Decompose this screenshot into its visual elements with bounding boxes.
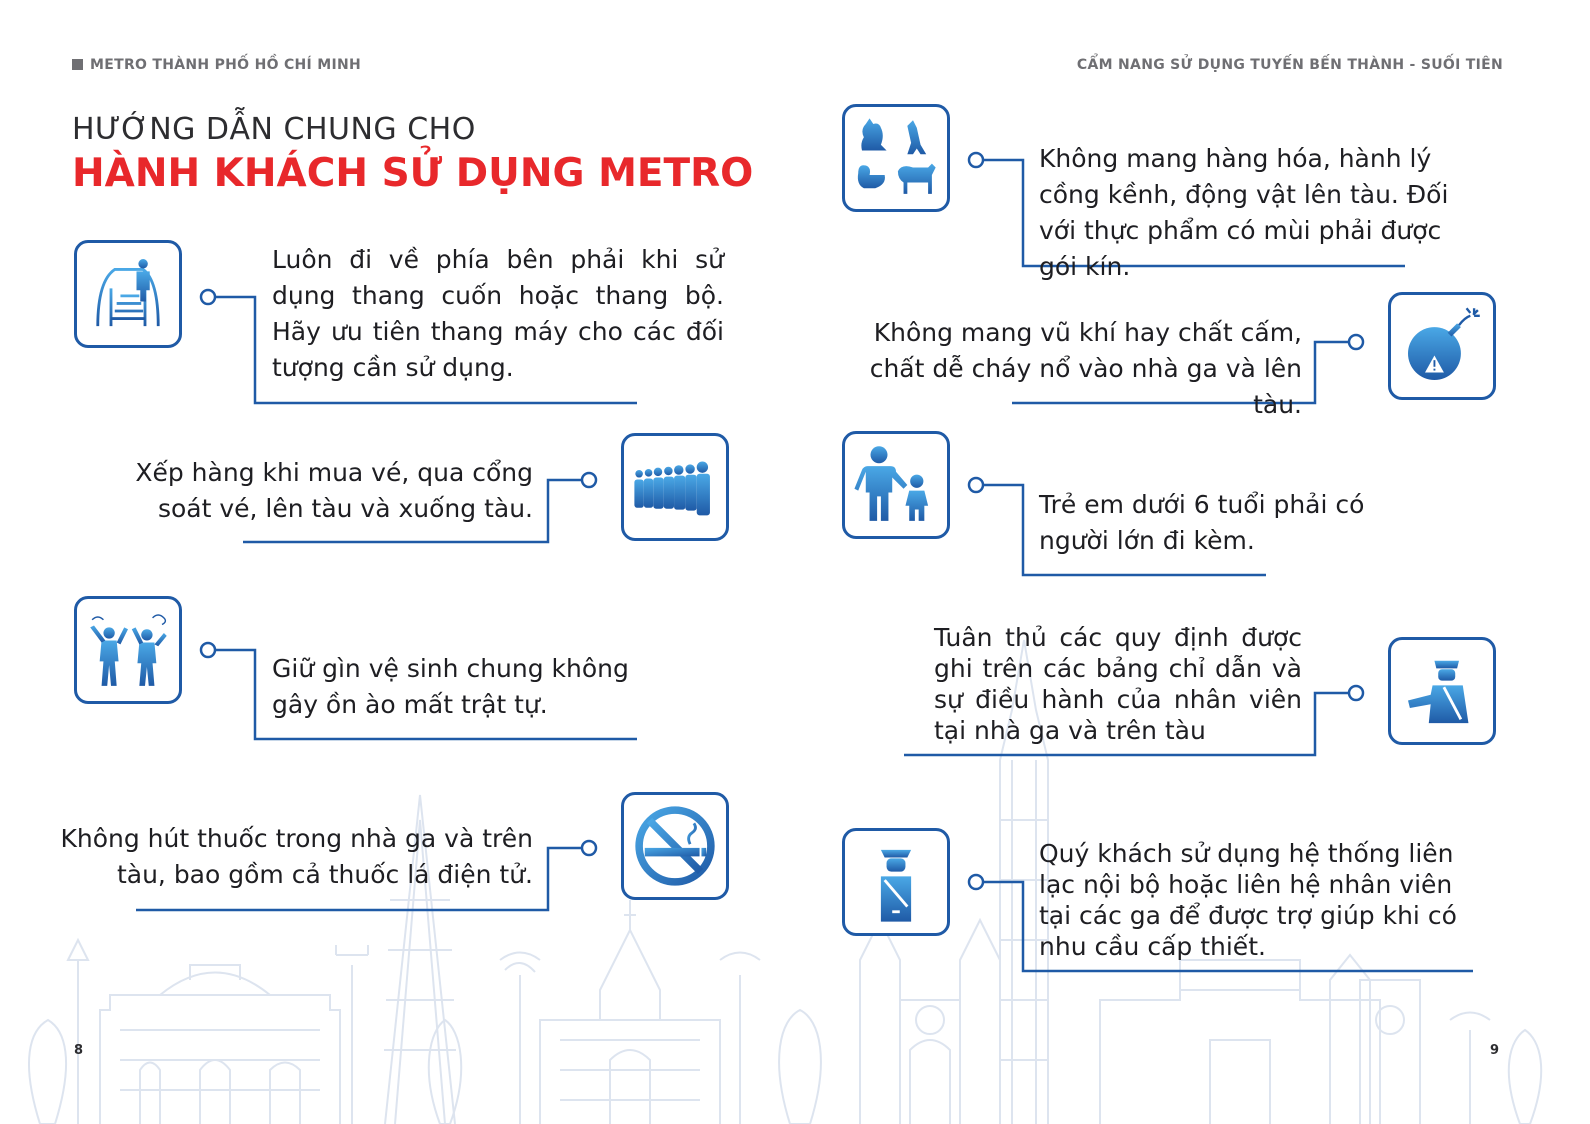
staff-directing-icon [1391, 640, 1493, 742]
title-line-1: HƯỚNG DẪN CHUNG CHO [72, 112, 476, 147]
arguing-people-icon-box [74, 596, 182, 704]
bomb-icon [1391, 295, 1493, 397]
title-line-2: HÀNH KHÁCH SỬ DỤNG METRO [72, 151, 754, 196]
rule-queue-text: Xếp hàng khi mua vé, qua cổng soát vé, lên tàu và xuống tàu. [135, 458, 533, 523]
header-left-text: METRO THÀNH PHỐ HỒ CHÍ MINH [90, 57, 362, 73]
bomb-icon-box [1388, 292, 1496, 400]
header-right: CẨM NANG SỬ DỤNG TUYẾN BẾN THÀNH - SUỐI TIÊN [1076, 57, 1503, 73]
rule-animals-text: Không mang hàng hóa, hành lý cồng kềnh, động vật lên tàu. Đối với thực phẩm có mùi phải được gói kín. [1039, 144, 1449, 281]
escalator-icon [77, 243, 179, 345]
adult-child-icon-box [842, 431, 950, 539]
queue-icon [624, 436, 726, 538]
rule-weapons-text: Không mang vũ khí hay chất cấm, chất dễ cháy nổ vào nhà ga và lên tàu. [869, 318, 1302, 419]
animals-icon [845, 107, 947, 209]
animals-icon-box [842, 104, 950, 212]
rule-staff-text: Tuân thủ các quy định được ghi trên các bảng chỉ dẫn và sự điều hành của nhân viên tại nhà ga và trên tàu [934, 623, 1302, 745]
staff-officer-icon-box [842, 828, 950, 936]
escalator-icon-box [74, 240, 182, 348]
page-number-left: 8 [74, 1043, 84, 1058]
staff-officer-icon [845, 831, 947, 933]
arguing-people-icon [77, 599, 179, 701]
rule-escalator-text: Luôn đi về phía bên phải khi sử dụng thang cuốn hoặc thang bộ. Hãy ưu tiên thang máy cho các đối tượng cần sử dụng. [272, 245, 724, 382]
rule-noise-text: Giữ gìn vệ sinh chung không gây ồn ào mất trật tự. [272, 654, 629, 719]
no-smoking-icon-box [621, 792, 729, 900]
rule-children-text: Trẻ em dưới 6 tuổi phải có người lớn đi kèm. [1039, 490, 1365, 555]
rule-help-text: Quý khách sử dụng hệ thống liên lạc nội bộ hoặc liên hệ nhân viên tại các ga để được trợ giúp khi có nhu cầu cấp thiết. [1039, 839, 1457, 961]
queue-icon-box [621, 433, 729, 541]
rule-smoking-text: Không hút thuốc trong nhà ga và trên tàu, bao gồm cả thuốc lá điện tử. [60, 824, 533, 889]
no-smoking-icon [624, 795, 726, 897]
adult-child-icon [845, 434, 947, 536]
page-number-right: 9 [1490, 1043, 1500, 1058]
staff-directing-icon-box [1388, 637, 1496, 745]
